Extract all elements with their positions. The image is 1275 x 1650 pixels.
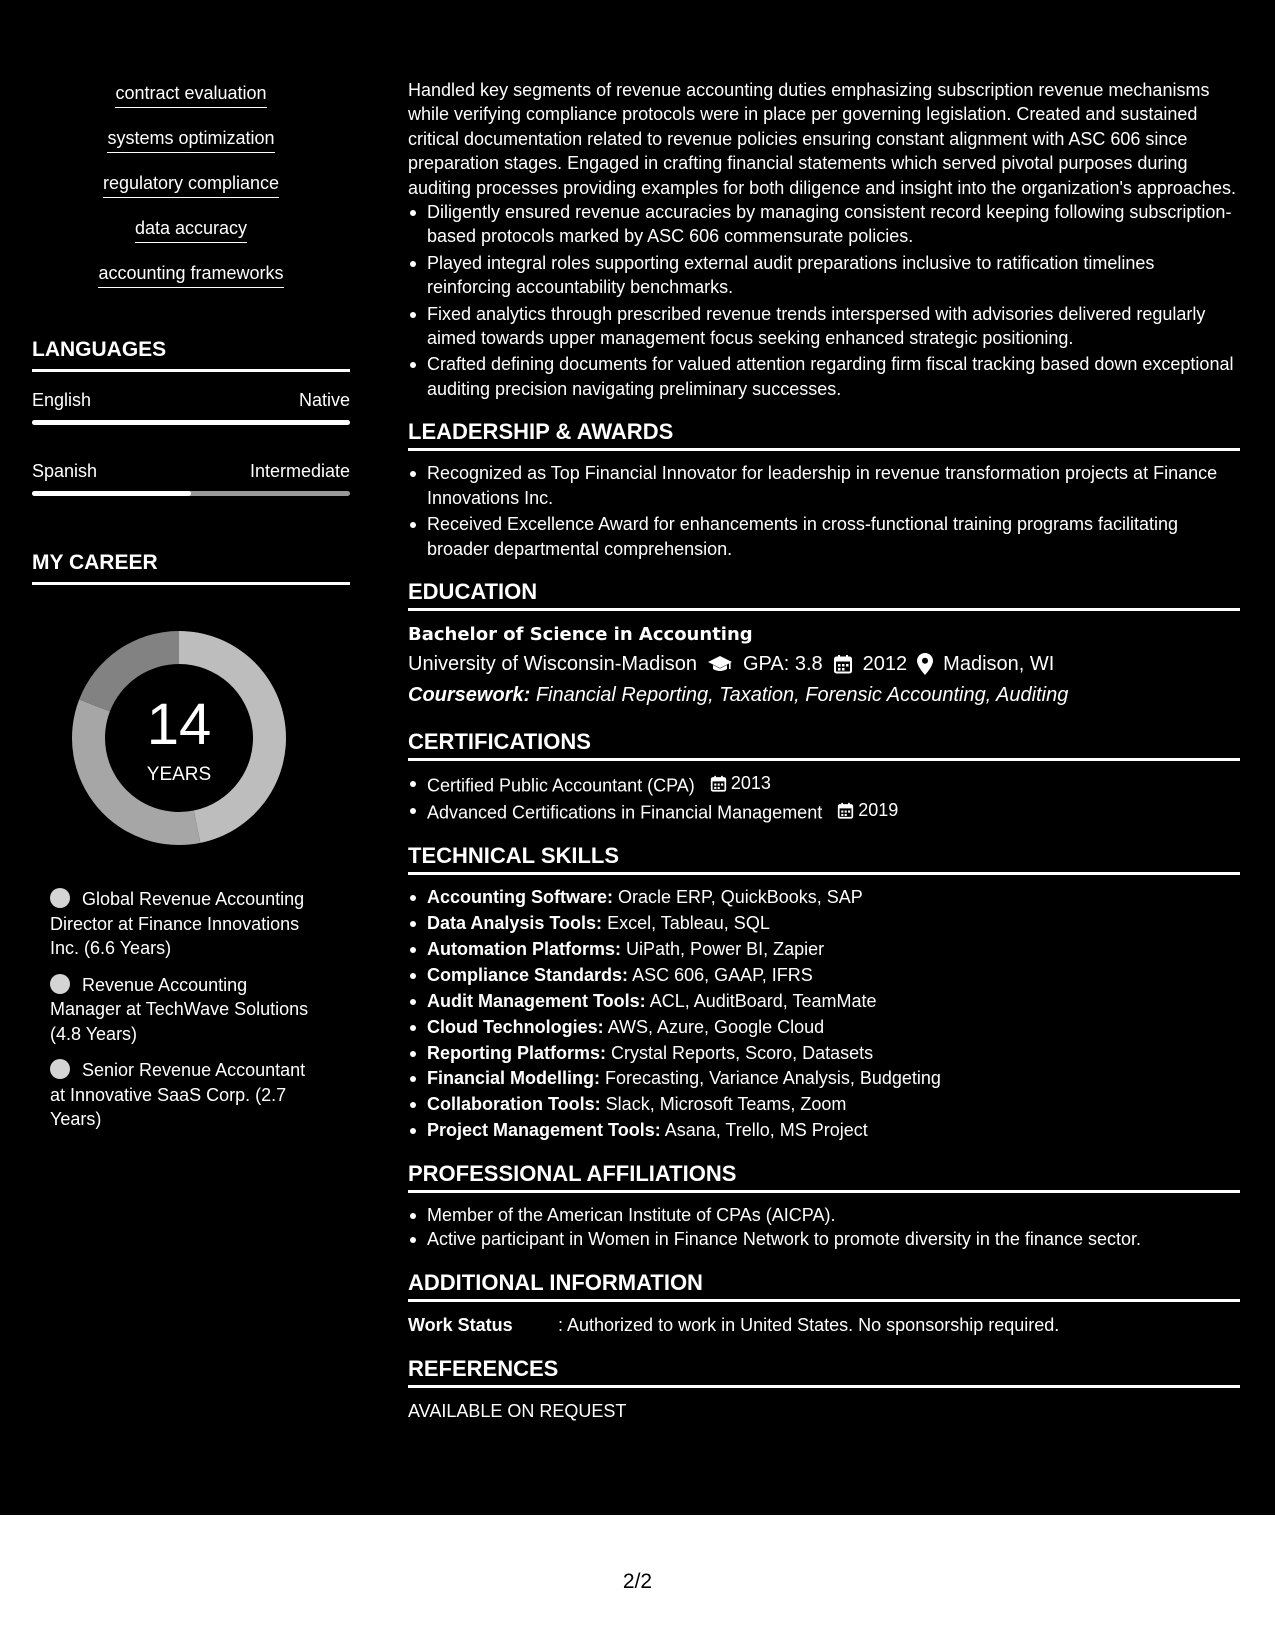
coursework xyxy=(408,680,1240,711)
career-dot-icon xyxy=(50,888,70,908)
skill-values: AWS, Azure, Google Cloud xyxy=(607,1016,825,1037)
technical-skill-item xyxy=(408,1066,1240,1090)
page-number: 2/2 xyxy=(622,1570,653,1593)
language-bar xyxy=(32,491,350,496)
leadership-heading: LEADERSHIP & AWARDS xyxy=(408,417,1240,451)
experience-bullet: Played integral roles supporting external audit preparations inclusive to ratification timelines reinforcing accountability benchmarks. xyxy=(408,251,1240,300)
language-name: Spanish xyxy=(32,461,98,481)
leadership-item: Recognized as Top Financial Innovator for leadership in revenue transformation projects at Finance Innovations Inc. xyxy=(408,461,1240,510)
technical-skill-item xyxy=(408,911,1240,935)
affiliation-item: Active participant in Women in Finance Network to promote diversity in the finance sector. xyxy=(408,1227,1240,1251)
career-item xyxy=(50,887,320,961)
career-dot-icon xyxy=(50,974,70,994)
skill-tags xyxy=(32,80,350,305)
work-status-value: : Authorized to work in United States. No sponsorship required. xyxy=(558,1314,1060,1335)
technical-skill-item xyxy=(408,1015,1240,1039)
affiliations-section xyxy=(408,1159,1240,1252)
references-text: AVAILABLE ON REQUEST xyxy=(408,1400,627,1421)
experience-bullets xyxy=(408,200,1240,401)
calendar-icon xyxy=(710,775,727,792)
career-item xyxy=(50,973,320,1047)
languages-section xyxy=(32,335,350,496)
skill-values: UiPath, Power BI, Zapier xyxy=(626,938,825,959)
skill-category: Cloud Technologies: xyxy=(427,1016,604,1037)
experience-summary: Handled key segments of revenue accounting duties emphasizing subscription revenue mechanisms while verifying compliance protocols were in place per governing legislation. Created and sustained critical documentation related to revenue policies ensuring constant alignment with ASC 606 since preparation stages. Engaged in crafting financial statements which served pivotal purposes during auditing processes providing examples for both diligence and insight into the organization's approaches. xyxy=(408,80,1236,198)
education-meta xyxy=(408,649,1240,680)
experience-bullet: Diligently ensured revenue accuracies by managing consistent record keeping following subscription-based protocols marked by ASC 606 commensurate policies. xyxy=(408,200,1240,249)
skill-category: Project Management Tools: xyxy=(427,1120,661,1141)
calendar-icon xyxy=(833,654,853,674)
career-item-text: Revenue Accounting Manager at TechWave Solutions (4.8 Years) xyxy=(50,974,309,1044)
work-status-label: Work Status xyxy=(408,1314,513,1335)
technical-skill-item xyxy=(408,1041,1240,1065)
education-heading: EDUCATION xyxy=(408,577,1240,611)
skill-values: Crystal Reports, Scoro, Datasets xyxy=(611,1042,874,1063)
technical-skill-item xyxy=(408,885,1240,909)
graduation-year: 2012 xyxy=(862,652,908,675)
skill-category: Accounting Software: xyxy=(427,887,614,908)
technical-skill-item xyxy=(408,1118,1240,1142)
certification-name: Certified Public Accountant (CPA) xyxy=(427,775,695,796)
certification-year: 2013 xyxy=(730,772,771,793)
skill-category: Reporting Platforms: xyxy=(427,1042,607,1063)
language-level: Intermediate xyxy=(249,461,350,481)
main-content xyxy=(408,78,1240,1424)
skill-tag: accounting frameworks xyxy=(98,260,283,288)
education-section xyxy=(408,577,1240,711)
skill-values: Excel, Tableau, SQL xyxy=(607,913,770,934)
affiliations-list xyxy=(408,1203,1240,1252)
leadership-item: Received Excellence Award for enhancements in cross-functional training programs facilitating broader departmental comprehension. xyxy=(408,512,1240,561)
location-pin-icon xyxy=(917,653,933,675)
calendar-icon xyxy=(837,802,854,819)
career-total-years: 14 xyxy=(146,692,212,757)
experience-section xyxy=(408,78,1240,401)
technical-skill-item xyxy=(408,963,1240,987)
skill-values: ACL, AuditBoard, TeamMate xyxy=(649,990,877,1011)
sidebar xyxy=(32,80,350,1144)
skill-values: Oracle ERP, QuickBooks, SAP xyxy=(618,887,863,908)
experience-bullet: Crafted defining documents for valued attention regarding firm fiscal tracking based down exceptional auditing precision navigating preliminary successes. xyxy=(408,352,1240,401)
graduation-cap-icon xyxy=(707,654,733,674)
languages-heading: LANGUAGES xyxy=(32,335,350,372)
technical-skills-list xyxy=(408,885,1240,1143)
language-level: Native xyxy=(298,390,350,410)
references-section xyxy=(408,1354,1240,1424)
technical-skill-item xyxy=(408,989,1240,1013)
degree-title: Bachelor of Science in Accounting xyxy=(408,623,753,645)
skill-values: ASC 606, GAAP, IFRS xyxy=(632,964,813,985)
career-item-text: Global Revenue Accounting Director at Finance Innovations Inc. (6.6 Years) xyxy=(50,889,305,958)
experience-bullet: Fixed analytics through prescribed revenue trends interspersed with advisories delivered regularly aimed towards upper management focus seeking enhanced strategic positioning. xyxy=(408,302,1240,351)
certifications-list xyxy=(408,771,1240,825)
leadership-section xyxy=(408,417,1240,561)
affiliation-item: Member of the American Institute of CPAs (AICPA). xyxy=(408,1203,1240,1227)
career-dot-icon xyxy=(50,1059,70,1079)
skill-category: Data Analysis Tools: xyxy=(427,913,603,934)
gpa: GPA: 3.8 xyxy=(742,652,823,675)
technical-skills-heading: TECHNICAL SKILLS xyxy=(408,841,1240,875)
career-list xyxy=(50,887,320,1132)
references-heading: REFERENCES xyxy=(408,1354,1240,1388)
career-heading: MY CAREER xyxy=(32,548,350,585)
technical-skill-item xyxy=(408,937,1240,961)
language-bar xyxy=(32,420,350,425)
certification-item xyxy=(408,798,1240,825)
language-item xyxy=(32,459,350,496)
technical-skills-section xyxy=(408,841,1240,1143)
certification-year: 2019 xyxy=(858,800,899,821)
skill-category: Compliance Standards: xyxy=(427,964,629,985)
coursework-label: Coursework: xyxy=(408,683,531,706)
language-name: English xyxy=(32,390,92,410)
skill-category: Automation Platforms: xyxy=(427,938,622,959)
skill-tag: data accuracy xyxy=(135,215,247,243)
school-name: University of Wisconsin-Madison xyxy=(408,652,697,675)
career-years-label: YEARS xyxy=(146,764,212,785)
language-item xyxy=(32,388,350,425)
language-bar-fill xyxy=(32,491,191,496)
skill-values: Slack, Microsoft Teams, Zoom xyxy=(605,1094,847,1115)
career-item-text: Senior Revenue Accountant at Innovative SaaS Corp. (2.7 Years) xyxy=(50,1060,306,1129)
additional-info-section xyxy=(408,1268,1240,1338)
skill-values: Asana, Trello, MS Project xyxy=(664,1120,868,1141)
certifications-heading: CERTIFICATIONS xyxy=(408,727,1240,761)
skill-category: Audit Management Tools: xyxy=(427,990,646,1011)
skill-category: Financial Modelling: xyxy=(427,1068,601,1089)
technical-skill-item xyxy=(408,1092,1240,1116)
certifications-section xyxy=(408,727,1240,825)
skill-tag: regulatory compliance xyxy=(103,170,279,198)
career-section xyxy=(32,548,350,1132)
affiliations-heading: PROFESSIONAL AFFILIATIONS xyxy=(408,1159,1240,1193)
skill-values: Forecasting, Variance Analysis, Budgeting xyxy=(605,1068,941,1089)
skill-tag: contract evaluation xyxy=(115,80,266,108)
certification-name: Advanced Certifications in Financial Management xyxy=(427,802,823,823)
coursework-list: Financial Reporting, Taxation, Forensic Accounting, Auditing xyxy=(535,683,1069,706)
certification-item xyxy=(408,771,1240,798)
work-status-row xyxy=(408,1312,1240,1338)
career-item xyxy=(50,1058,320,1132)
skill-category: Collaboration Tools: xyxy=(427,1094,601,1115)
language-bar-fill xyxy=(32,420,350,425)
career-donut-chart xyxy=(66,625,292,851)
school-location: Madison, WI xyxy=(943,652,1055,675)
skill-tag: systems optimization xyxy=(107,125,274,153)
leadership-list xyxy=(408,461,1240,561)
additional-info-heading: ADDITIONAL INFORMATION xyxy=(408,1268,1240,1302)
